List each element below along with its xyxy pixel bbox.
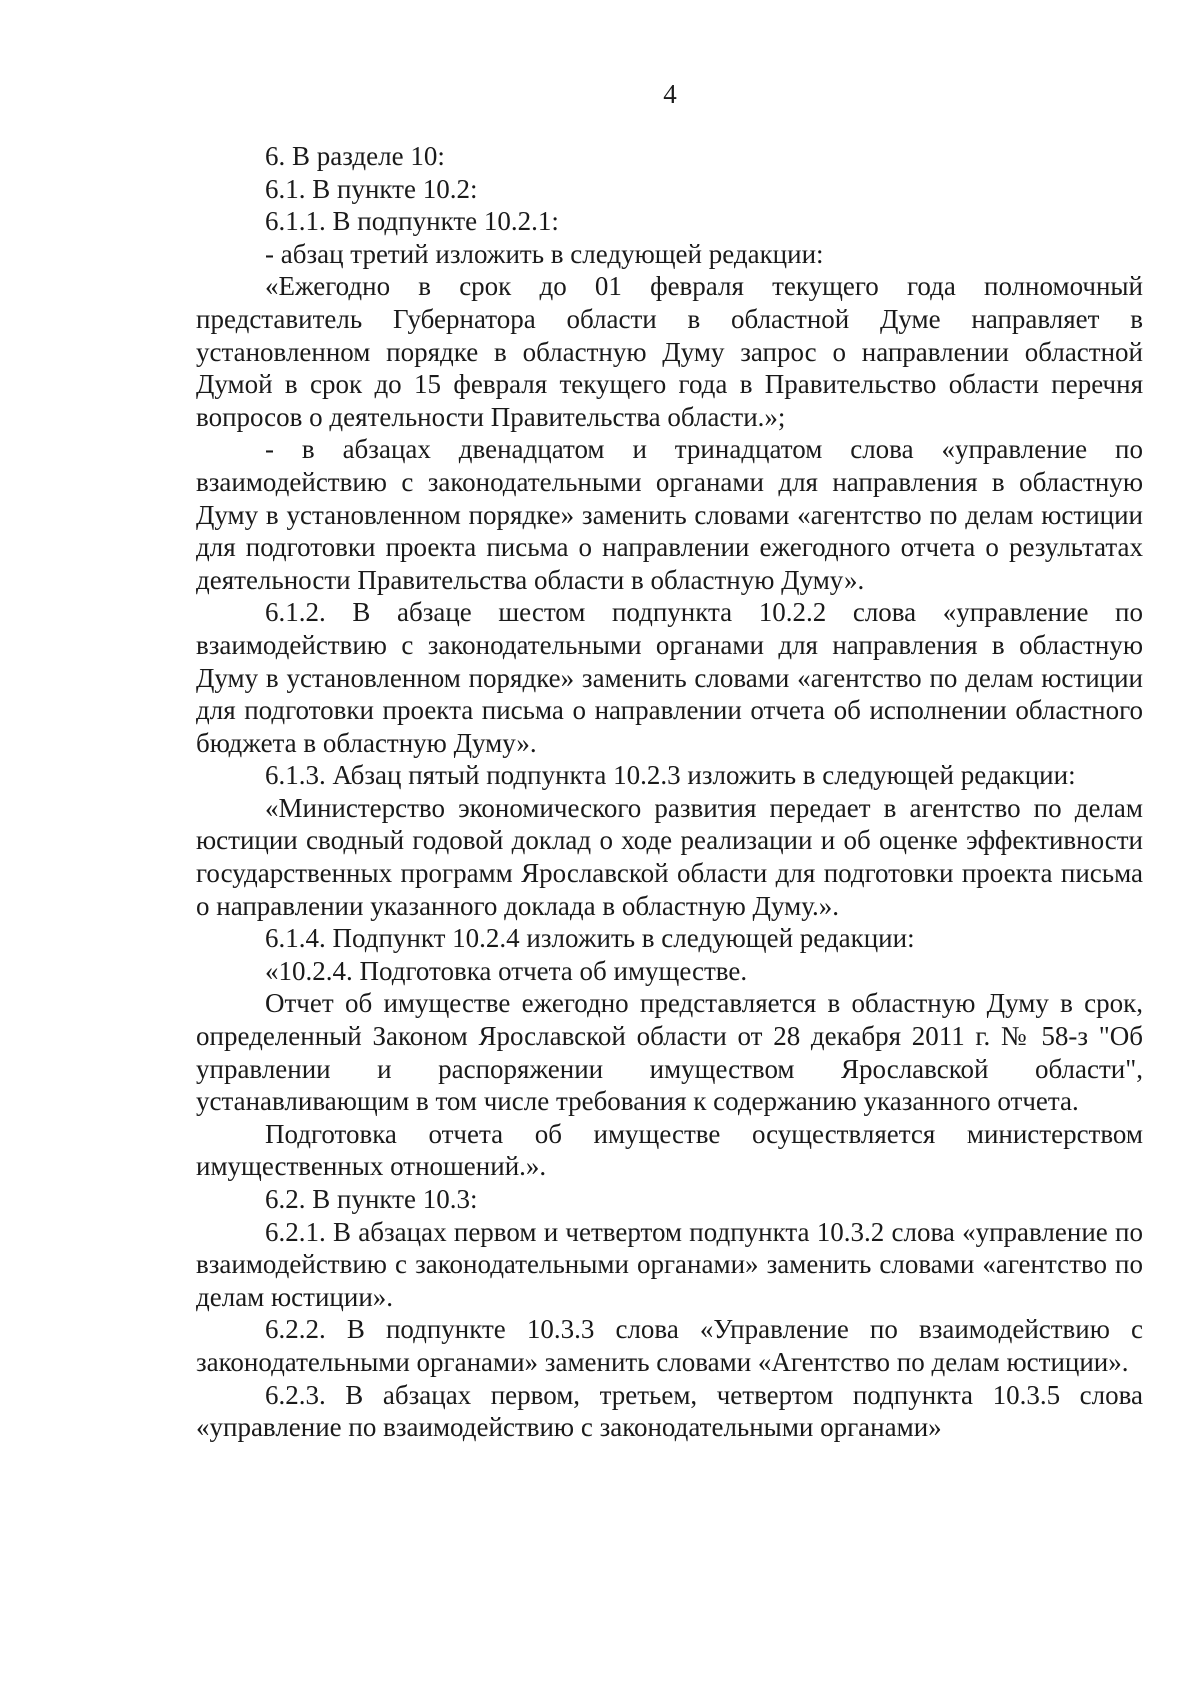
paragraph-quote-ezhegodno: «Ежегодно в срок до 01 февраля текущего года полномочный представитель Губернатора области в областной Думе направляет в установленном порядке в областную Думу запрос о направлении областной Думой в срок до 15 февраля текущего года в Правительство области перечня вопросов о деятельности Правительства области.»; — [196, 271, 1143, 432]
page-number: 4 — [663, 79, 677, 109]
paragraph-6-2-2: 6.2.2. В подпункте 10.3.3 слова «Управление по взаимодействию с законодательными органами» заменить словами «Агентство по делам юстиции». — [196, 1314, 1143, 1377]
paragraph-6-1: 6.1. В пункте 10.2: — [265, 173, 478, 204]
paragraph-6-2-3: 6.2.3. В абзацах первом, третьем, четвертом подпункта 10.3.5 слова «управление по взаимодействию с законодательными органами» — [196, 1379, 1143, 1443]
paragraph-6-1-1: 6.1.1. В подпункте 10.2.1: — [265, 206, 559, 237]
paragraph-6-2: 6.2. В пункте 10.3: — [265, 1184, 478, 1214]
paragraph-6-1-4: 6.1.4. Подпункт 10.2.4 изложить в следующей редакции: — [265, 923, 915, 954]
paragraph-abzac-tretiy: - абзац третий изложить в следующей редакции: — [265, 238, 824, 269]
paragraph-6-1-3: 6.1.3. Абзац пятый подпункта 10.2.3 изложить в следующей редакции: — [265, 760, 1076, 791]
paragraph-quote-ministerstvo: «Министерство экономического развития передает в агентство по делам юстиции сводный годовой доклад о ходе реализации и об оценке эффективности государственных программ Ярославской области для подготовки проекта письма о направлении указанного доклада в областную Думу.». — [196, 792, 1143, 921]
paragraph-abzacy-12-13: - в абзацах двенадцатом и тринадцатом слова «управление по взаимодействию с законодательными органами для направления в областную Думу в установленном порядке» заменить словами «агентство по делам юстиции для подготовки проекта письма о направлении ежегодного отчета о результатах деятельности Правительства области в областную Думу». — [196, 434, 1143, 595]
paragraph-6-1-2: 6.1.2. В абзаце шестом подпункта 10.2.2 слова «управление по взаимодействию с законодательными органами для направления в областную Думу в установленном порядке» заменить словами «агентство по делам юстиции для подготовки проекта письма о направлении отчета об исполнении областного бюджета в областную Думу». — [196, 597, 1143, 758]
paragraph-otchet-ob-imushchestve: Отчет об имуществе ежегодно представляется в областную Думу в срок, определенный Законом Ярославской области от 28 декабря 2011 г. № 58-з "Об управлении и распоряжении имуществом Ярославской области", устанавливающим в том числе требования к содержанию указанного отчета. — [196, 988, 1143, 1117]
paragraph-10-2-4-title: «10.2.4. Подготовка отчета об имуществе. — [265, 955, 748, 986]
paragraph-6-2-1: 6.2.1. В абзацах первом и четвертом подпункта 10.3.2 слова «управление по взаимодействию с законодательными органами» заменить словами «агентство по делам юстиции». — [196, 1216, 1143, 1312]
paragraph-section-10: 6. В разделе 10: — [265, 141, 445, 171]
paragraph-podgotovka-otcheta: Подготовка отчета об имуществе осуществляется министерством имущественных отношений.». — [196, 1118, 1143, 1182]
document-body — [196, 140, 1143, 1444]
